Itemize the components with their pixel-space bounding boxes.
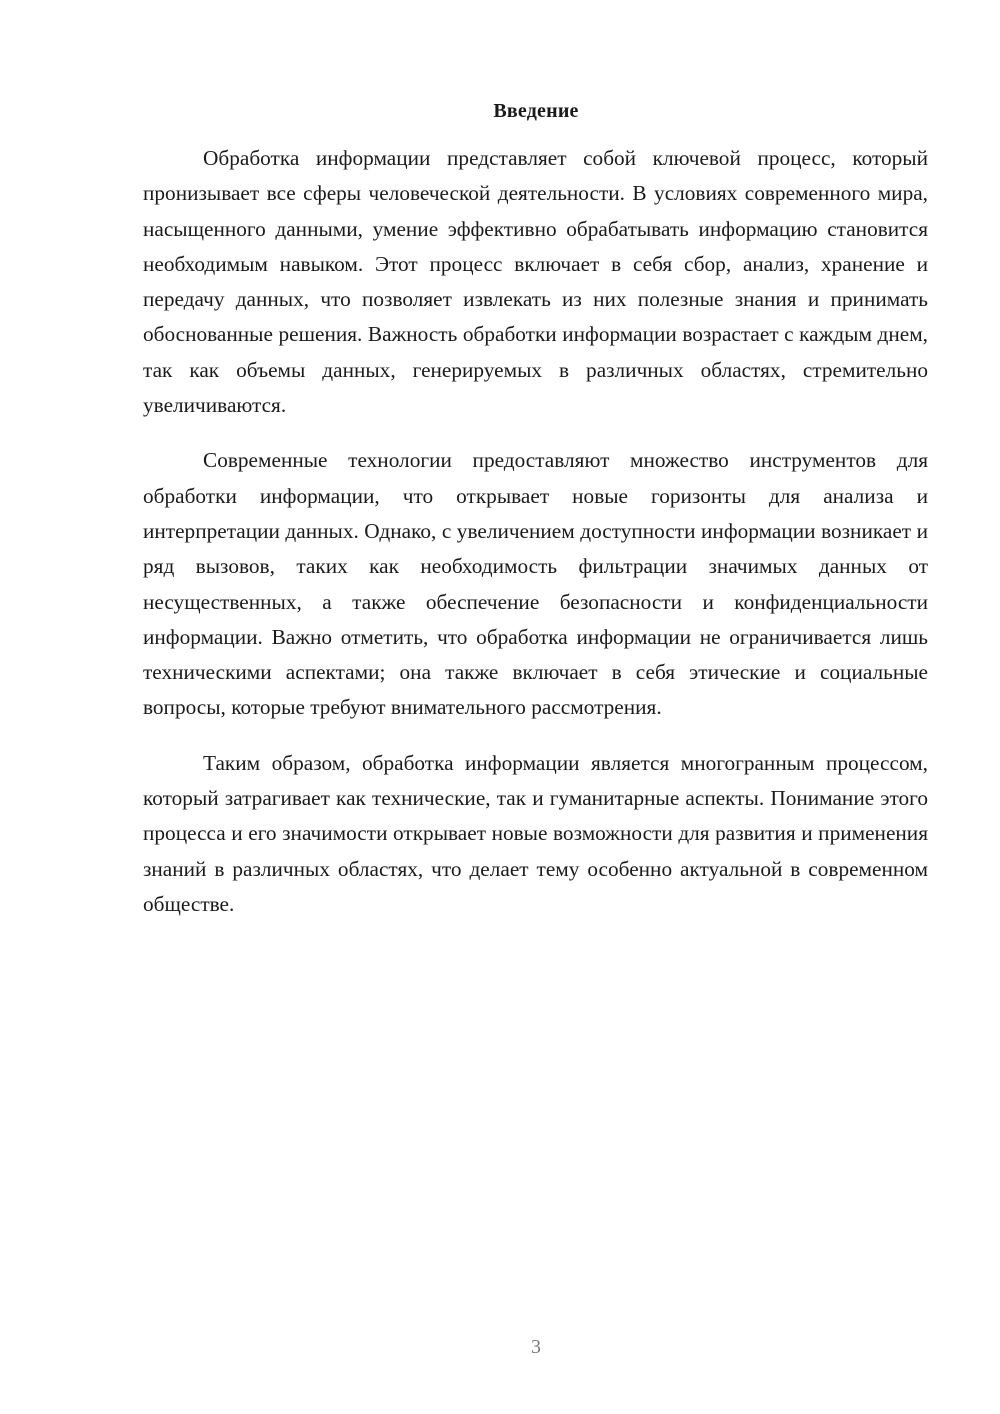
paragraph-2: Современные технологии предоставляют множество инструментов для обработки информации, что открывает новые горизонты для анализа и интерпретации данных. Однако, с увеличением доступности информации возникает и ряд вызовов, таких как необходимость фильтрации значимых данных от несущественных, а также обеспечение безопасности и конфиденциальности информации. Важно отметить, что обработка информации не ограничивается лишь техническими аспектами; она также включает в себя этические и социальные вопросы, которые требуют внимательного рассмотрения. (143, 448, 928, 720)
page-title: Введение (493, 100, 579, 122)
document-body (143, 141, 928, 922)
paragraph-1: Обработка информации представляет собой ключевой процесс, который пронизывает все сферы человеческой деятельности. В условиях современного мира, насыщенного данными, умение эффективно обрабатывать информацию становится необходимым навыком. Этот процесс включает в себя сбор, анализ, хранение и передачу данных, что позволяет извлекать из них полезные знания и принимать обоснованные решения. Важность обработки информации возрастает с каждым днем, так как объемы данных, генерируемых в различных областях, стремительно увеличиваются. (143, 146, 928, 418)
paragraph-3: Таким образом, обработка информации является многогранным процессом, который затрагивает как технические, так и гуманитарные аспекты. Понимание этого процесса и его значимости открывает новые возможности для развития и применения знаний в различных областях, что делает тему особенно актуальной в современном обществе. (143, 750, 928, 916)
page-number: 3 (531, 1336, 541, 1358)
